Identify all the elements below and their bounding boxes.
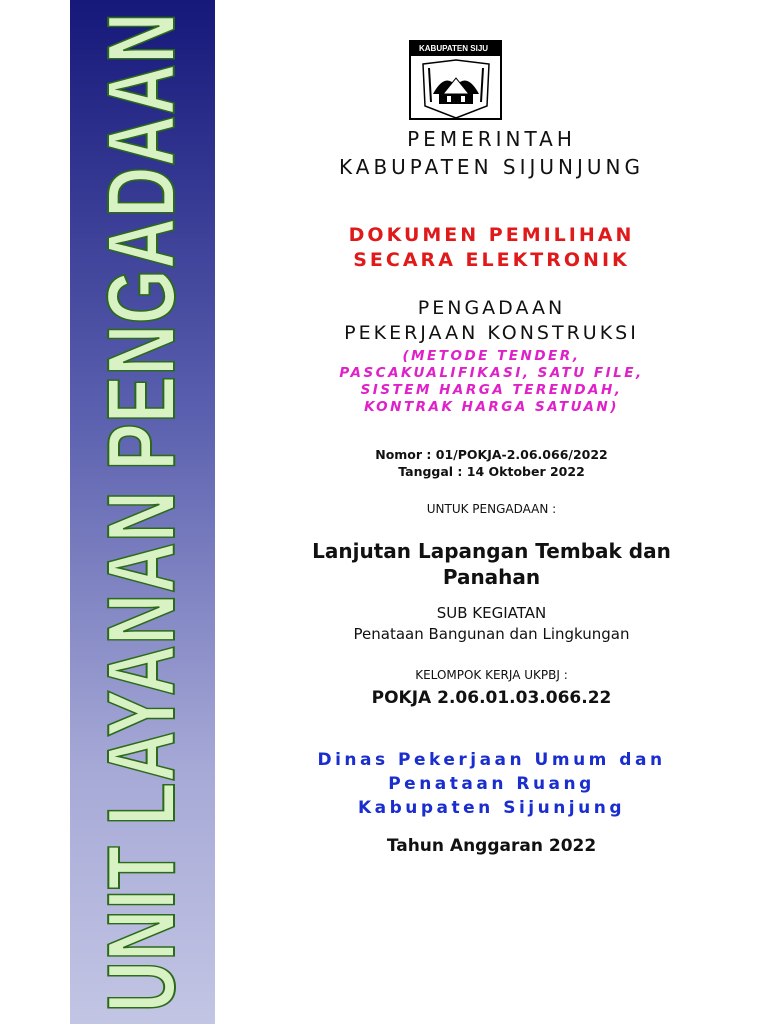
procurement-line-1: PENGADAAN: [417, 297, 566, 319]
working-group-label: KELOMPOK KERJA UKPBJ :: [415, 668, 568, 682]
procurement-line-2: PEKERJAAN KONSTRUKSI: [344, 322, 639, 344]
fiscal-year: Tahun Anggaran 2022: [386, 836, 597, 856]
logo-emblem-icon: [411, 56, 501, 120]
agency-line-2: Penataan Ruang: [388, 774, 595, 794]
sub-activity-label: SUB KEGIATAN: [436, 604, 547, 622]
agency-line-3: Kabupaten Sijunjung: [357, 798, 626, 818]
project-title-line-1: Lanjutan Lapangan Tembak dan: [312, 539, 671, 563]
government-line-2: KABUPATEN SIJUNJUNG: [339, 155, 644, 179]
regency-logo: [409, 40, 502, 120]
method-line-2: PASCAKUALIFIKASI, SATU FILE,: [339, 365, 644, 381]
working-group-value: POKJA 2.06.01.03.066.22: [371, 688, 612, 708]
document-title-line-2: SECARA ELEKTRONIK: [353, 249, 630, 271]
method-line-3: SISTEM HARGA TERENDAH,: [360, 382, 623, 398]
project-title-line-2: Panahan: [442, 565, 541, 589]
sub-activity-value: Penataan Bangunan dan Lingkungan: [353, 625, 630, 643]
method-line-4: KONTRAK HARGA SATUAN): [364, 399, 619, 415]
logo-caption: KABUPATEN SIJU: [411, 42, 500, 56]
document-number: Nomor : 01/POKJA-2.06.066/2022: [375, 447, 608, 462]
document-date: Tanggal : 14 Oktober 2022: [398, 464, 585, 479]
document-title-line-1: DOKUMEN PEMILIHAN: [348, 224, 635, 246]
government-line-1: PEMERINTAH: [407, 127, 576, 151]
purpose-label: UNTUK PENGADAAN :: [426, 502, 557, 516]
method-line-1: (METODE TENDER,: [402, 348, 581, 364]
vertical-title: UNIT LAYANAN PENGADAAN: [88, 12, 195, 1012]
agency-line-1: Dinas Pekerjaan Umum dan: [317, 750, 666, 770]
